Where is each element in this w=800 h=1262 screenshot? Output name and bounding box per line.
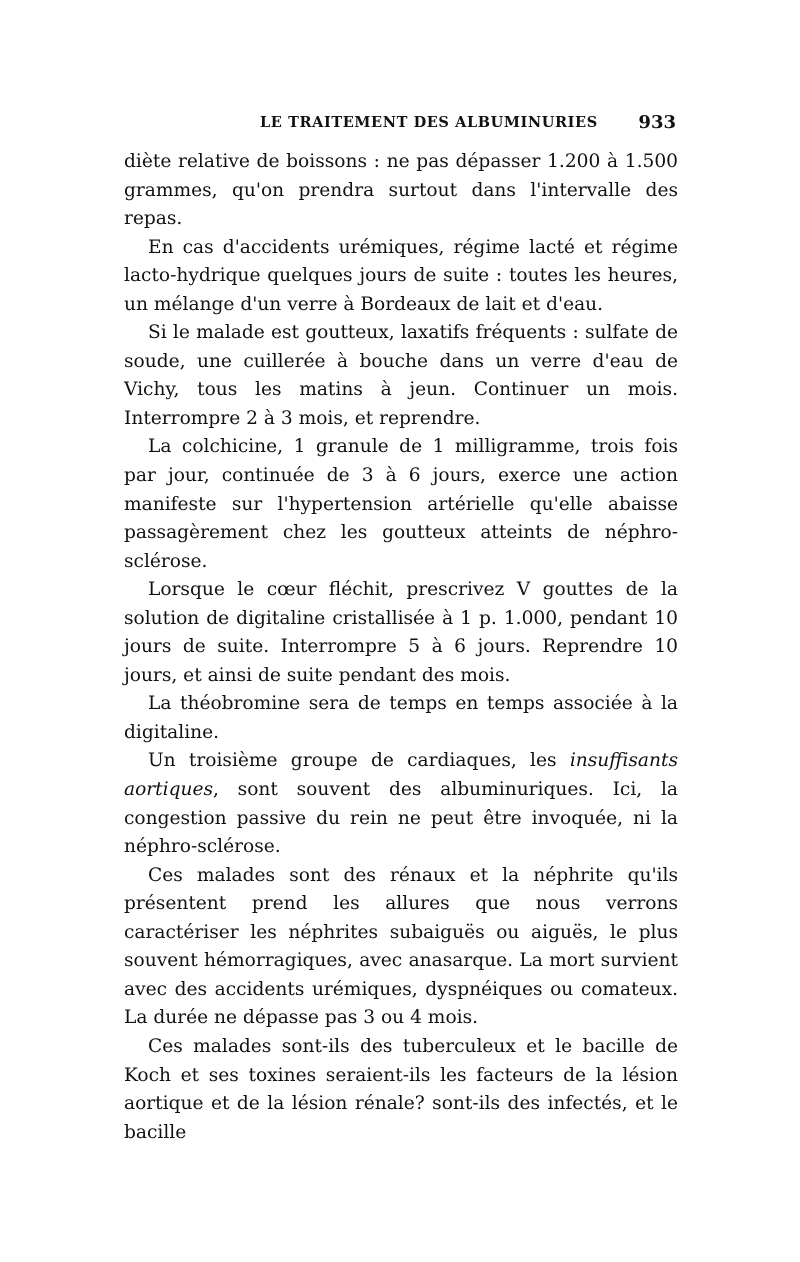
paragraph-renal-patients: Ces malades sont des rénaux et la néphrite qu'ils présentent prend les allures que nous verrons caractériser les néphrites subaiguës ou aiguës, le plus souvent hémorragiques, avec anasarque. La mort survient avec des accidents urémiques, dyspnéiques ou comateux. La durée ne dépasse pas 3 ou 4 mois. — [124, 864, 678, 1029]
running-header — [124, 114, 678, 140]
paragraph-aortic-insufficiency — [124, 747, 678, 861]
body-text — [124, 148, 678, 1147]
paragraph-gouty-patient: Si le malade est goutteux, laxatifs fréquents : sulfate de soude, une cuillerée à bouche dans un verre d'eau de Vichy, tous les matins à jeun. Continuer un mois. Interrompre 2 à 3 mois, et reprendre. — [124, 322, 678, 429]
aortic-text-before: Un troisième groupe de cardiaques, les — [148, 750, 570, 772]
paragraph-uremic-accidents: En cas d'accidents urémiques, régime lacté et régime lacto-hydrique quelques jours de suite : toutes les heures, un mélange d'un verre à Bordeaux de lait et d'eau. — [124, 236, 678, 315]
paragraph-digitaline: Lorsque le cœur fléchit, prescrivez V gouttes de la solution de digitaline cristallisée à 1 p. 1.000, pendant 10 jours de suite. Interrompre 5 à 6 jours. Reprendre 10 jours, et ainsi de suite pendant des mois. — [124, 579, 678, 686]
aortic-text-after: , sont souvent des albuminuriques. Ici, la congestion passive du rein ne peut être invoquée, ni la néphro-sclérose. — [124, 779, 678, 858]
paragraph-colchicine: La colchicine, 1 granule de 1 milligramme, trois fois par jour, continuée de 3 à 6 jours, exerce une action manifeste sur l'hypertension artérielle qu'elle abaisse passagèrement chez les goutteux atteints de néphro-sclérose. — [124, 436, 678, 572]
aortic-italic-term: insuffisants aortiques — [124, 750, 678, 801]
paragraph-diet-continuation: diète relative de boissons : ne pas dépasser 1.200 à 1.500 grammes, qu'on prendra surtout dans l'intervalle des repas. — [124, 151, 678, 230]
page-number: 933 — [638, 112, 676, 133]
running-title: LE TRAITEMENT DES ALBUMINURIES — [260, 114, 598, 131]
paragraph-theobromine: La théobromine sera de temps en temps associée à la digitaline. — [124, 693, 678, 743]
paragraph-tuberculosis-question: Ces malades sont-ils des tuberculeux et le bacille de Koch et ses toxines seraient-ils les facteurs de la lésion aortique et de la lésion rénale? sont-ils des infectés, et le bacille — [124, 1035, 678, 1143]
